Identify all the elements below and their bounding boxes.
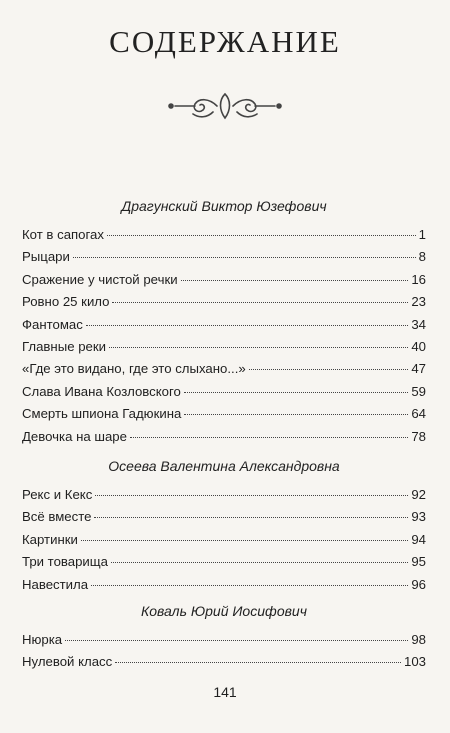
entry-title: Сражение у чистой речки <box>22 271 178 287</box>
entry-title: Кот в сапогах <box>22 227 104 242</box>
section-author: Драгунский Виктор Юзефович <box>121 198 327 214</box>
entry-title: Всё вместе <box>22 509 92 525</box>
dot-leader <box>86 325 408 326</box>
toc-entry <box>22 291 426 313</box>
entry-page: 1 <box>418 227 426 242</box>
toc-entry <box>22 314 426 336</box>
entry-title: Главные реки <box>22 338 106 354</box>
toc-entry <box>22 381 426 403</box>
entry-title: Смерть шпиона Гадюкина <box>22 406 182 422</box>
dot-leader <box>249 369 409 370</box>
entry-title: Три товарища <box>22 554 108 570</box>
decorative-flourish-icon <box>165 88 285 124</box>
entry-page: 8 <box>418 249 426 265</box>
toc-entry <box>22 224 426 246</box>
dot-leader <box>184 414 408 415</box>
toc-entry <box>22 651 426 673</box>
entry-page: 92 <box>411 487 426 502</box>
entry-title: Рекс и Кекс <box>22 487 93 502</box>
entry-page: 23 <box>411 294 426 310</box>
toc-entry <box>22 529 426 551</box>
dot-leader <box>115 662 401 663</box>
entry-page: 16 <box>411 271 426 287</box>
entry-page: 78 <box>411 428 426 444</box>
entry-title: Нюрка <box>22 632 63 647</box>
entry-title: Ровно 25 кило <box>22 294 110 310</box>
dot-leader <box>109 347 408 348</box>
dot-leader <box>181 280 409 281</box>
dot-leader <box>95 495 408 496</box>
dot-leader <box>112 302 408 303</box>
dot-leader <box>130 437 408 438</box>
entry-page: 34 <box>411 316 426 332</box>
toc-entry <box>22 246 426 268</box>
section-dragunsky <box>22 198 426 448</box>
toc-entry <box>22 269 426 291</box>
page-title: СОДЕРЖАНИЕ <box>109 24 341 59</box>
toc-entry <box>22 574 426 596</box>
entry-page: 93 <box>411 509 426 525</box>
entry-page: 96 <box>411 576 426 592</box>
entry-title: Навестила <box>22 576 89 592</box>
entry-page: 103 <box>403 654 426 670</box>
toc-entry <box>22 403 426 425</box>
toc-entry <box>22 551 426 573</box>
page-number: 141 <box>213 684 237 700</box>
toc-entry <box>22 426 426 448</box>
toc-entry <box>22 336 426 358</box>
section-oseeva <box>22 458 426 596</box>
toc-entry <box>22 506 426 528</box>
dot-leader <box>65 640 408 641</box>
dot-leader <box>107 235 416 236</box>
entry-page: 98 <box>411 632 426 647</box>
entry-page: 64 <box>411 406 426 422</box>
entry-title: Слава Ивана Козловского <box>22 383 181 399</box>
entry-page: 94 <box>411 531 426 547</box>
section-author: Коваль Юрий Иосифович <box>141 603 307 619</box>
toc-entry <box>22 358 426 380</box>
dot-leader <box>184 392 408 393</box>
dot-leader <box>94 517 408 518</box>
toc-entry <box>22 629 426 651</box>
toc-entry <box>22 484 426 506</box>
dot-leader <box>73 257 416 258</box>
entry-title: Девочка на шаре <box>22 428 127 444</box>
section-author: Осеева Валентина Александровна <box>108 458 340 474</box>
entry-title: Рыцари <box>22 249 70 265</box>
entry-page: 59 <box>411 383 426 399</box>
dot-leader <box>81 540 408 541</box>
entry-page: 95 <box>411 554 426 570</box>
section-koval <box>22 603 426 674</box>
dot-leader <box>111 562 408 563</box>
entry-title: Нулевой класс <box>22 654 113 670</box>
entry-title: Фантомас <box>22 316 83 332</box>
entry-title: «Где это видано, где это слыхано...» <box>22 361 246 377</box>
entry-title: Картинки <box>22 531 78 547</box>
entry-page: 40 <box>411 338 426 354</box>
entry-page: 47 <box>411 361 426 377</box>
dot-leader <box>91 585 408 586</box>
